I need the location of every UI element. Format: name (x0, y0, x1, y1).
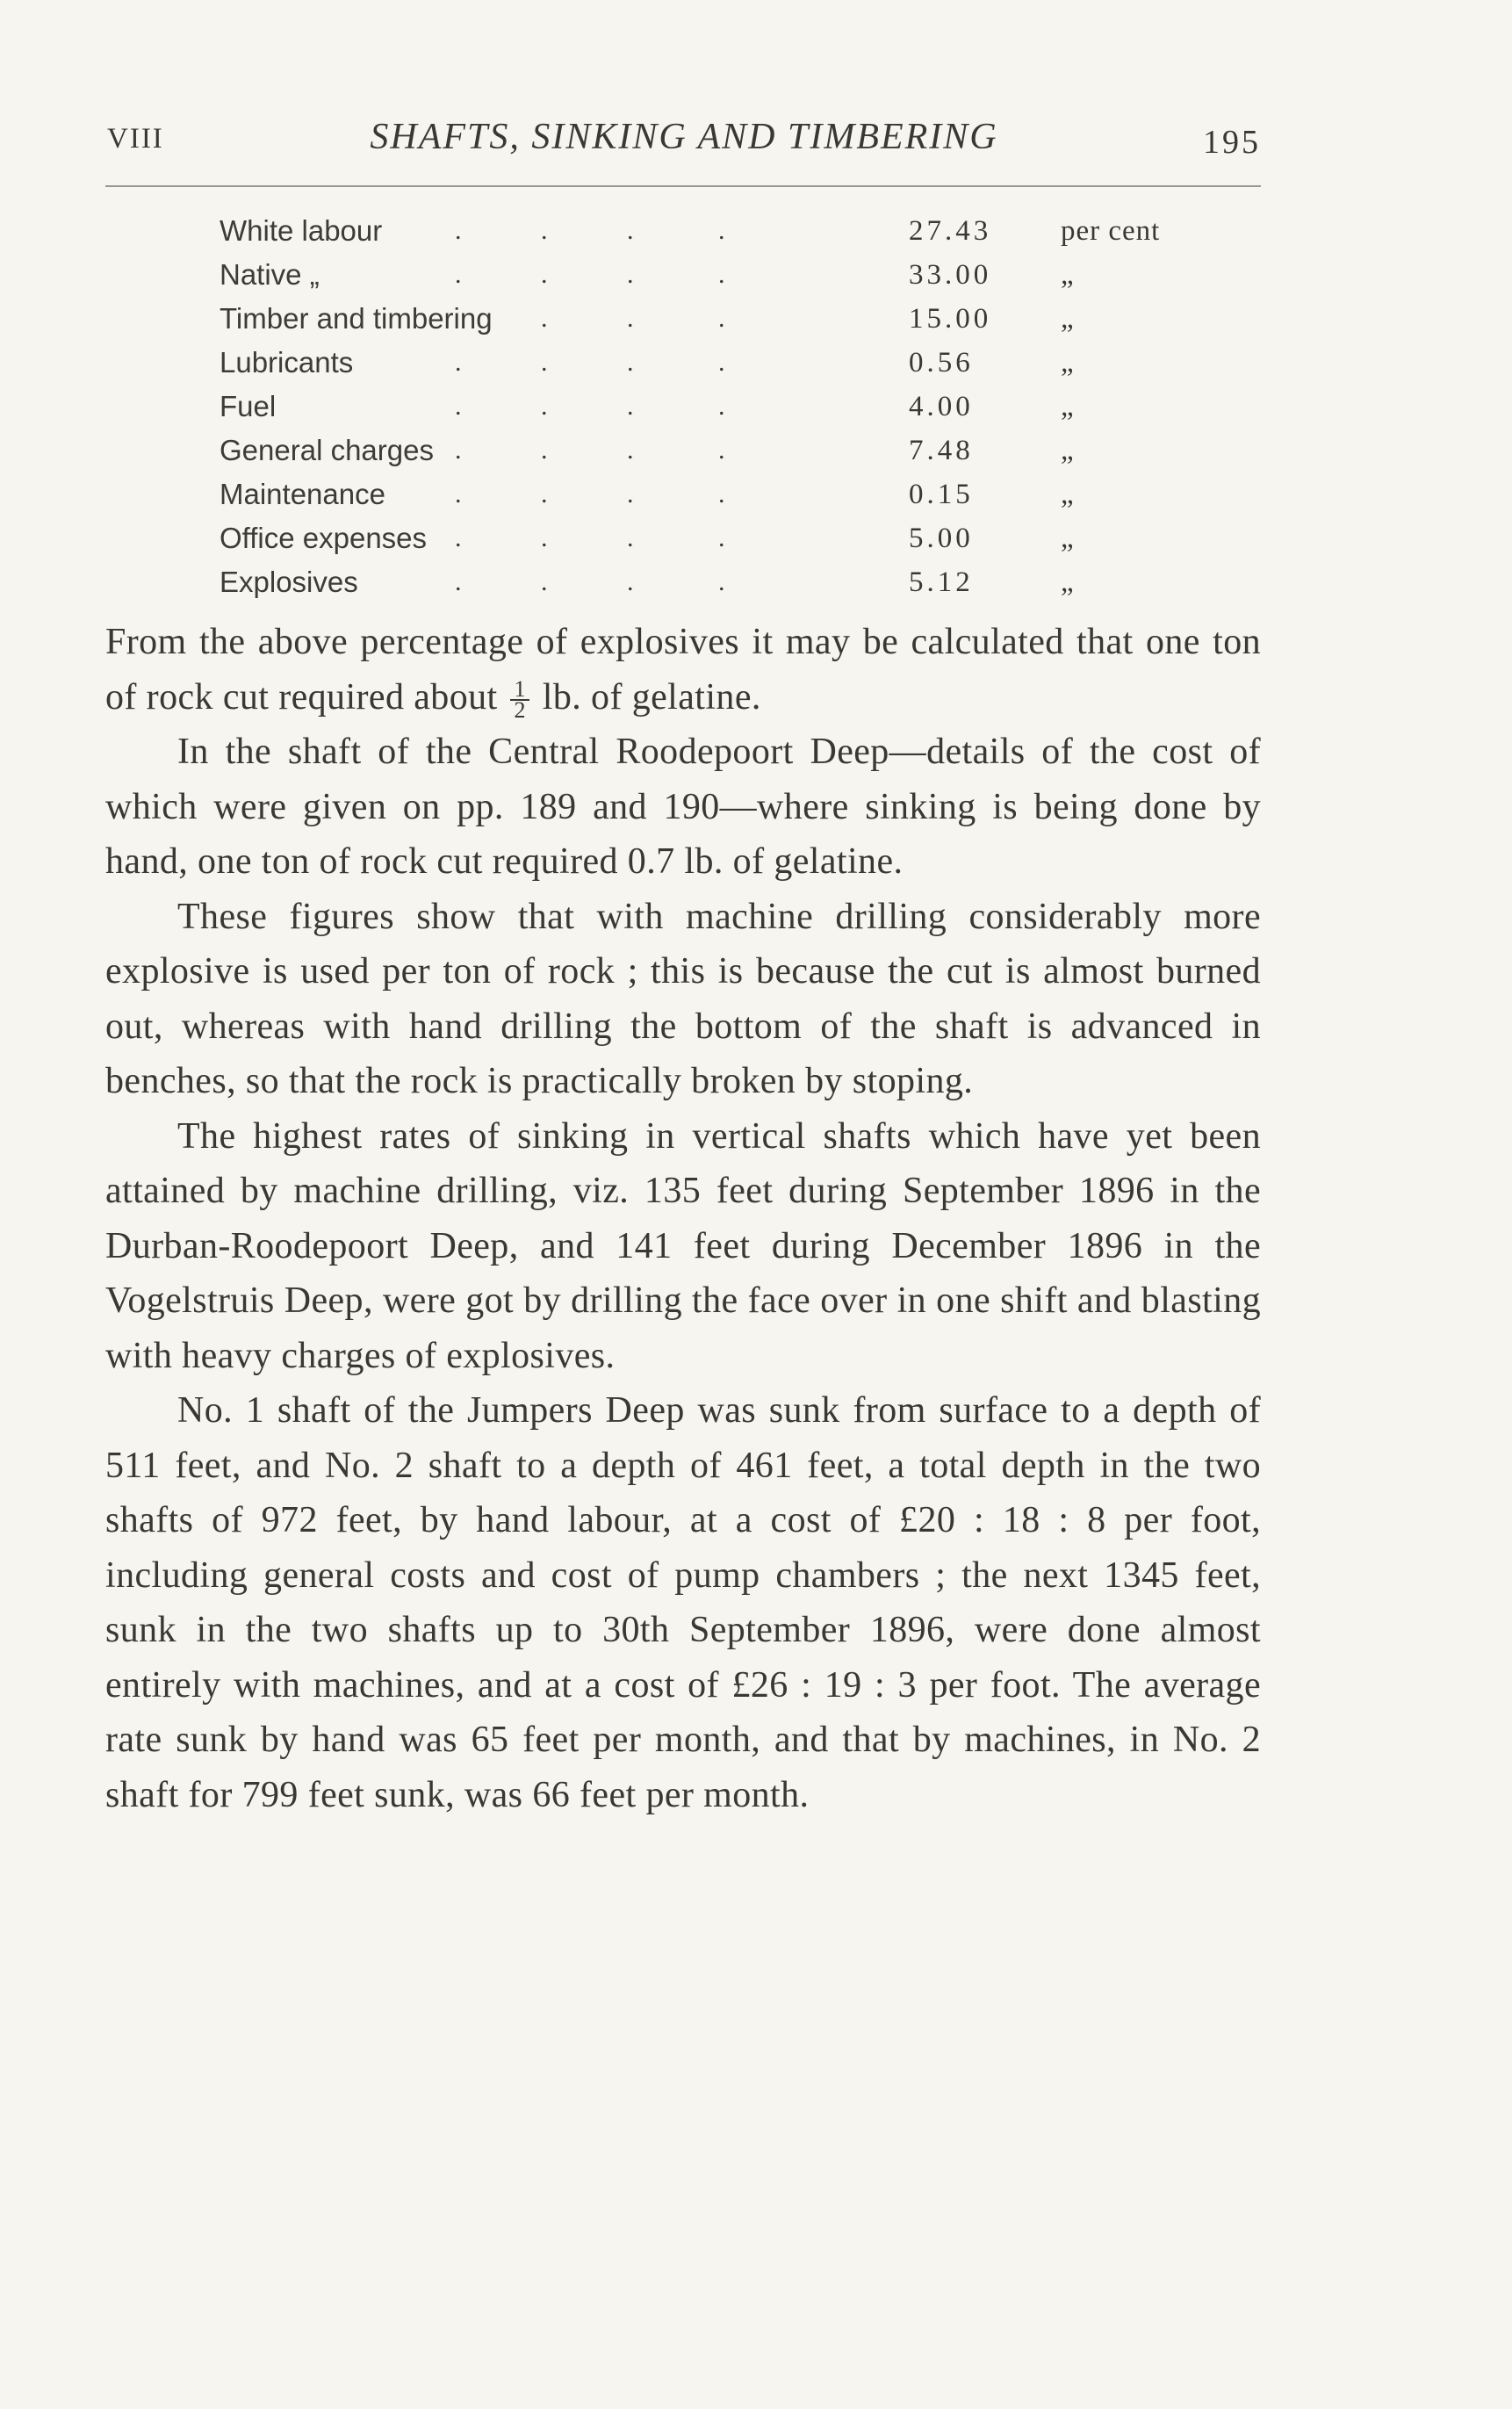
cost-item-label: Fuel (220, 390, 277, 422)
cost-item-label: Explosives (220, 566, 358, 598)
paragraph-text: lb. of gelatine. (542, 676, 761, 718)
cost-item-label: Maintenance (220, 478, 385, 510)
cost-unit: „ (1061, 566, 1075, 598)
cost-item-label: Timber and timbering (220, 302, 493, 335)
fraction-numerator: 1 (510, 680, 529, 701)
running-title: SHAFTS, SINKING AND TIMBERING (370, 117, 998, 157)
cost-row (220, 209, 1161, 253)
cost-unit: „ (1061, 347, 1075, 379)
dot-leader: . . . (541, 304, 725, 333)
cost-row (220, 560, 1141, 604)
cost-unit: „ (1061, 391, 1075, 422)
cost-percentage: 4.00 (909, 391, 974, 422)
body-text (105, 615, 1261, 1822)
paragraph-central-roodepoort: In the shaft of the Central Roodepoort Deep—details of the cost of which were given on pp. 189 and 190—where sinking is being done by hand, one ton of rock cut required 0.7 lb. of gelatine. (105, 732, 1261, 882)
dot-leader: . . . . (455, 392, 725, 421)
cost-item-label: Native „ (220, 258, 320, 291)
dot-leader: . . . . (455, 348, 725, 377)
cost-percentage: 5.12 (909, 566, 974, 598)
paragraph-machine-drilling: These figures show that with machine drilling considerably more explosive is used per ton of rock ; this is because the cut is almost burned out, whereas with hand drilling the bottom of the shaft is advanced in benches, so that the rock is practically broken by stoping. (105, 896, 1261, 1101)
paragraph-sinking-rates: The highest rates of sinking in vertical shafts which have yet been attained by machine drilling, viz. 135 feet during September 1896 in the Durban-Roodepoort Deep, and 141 feet during December 1896 in the Vogelstruis Deep, were got by drilling the face over in one shift and blasting with heavy charges of explosives. (105, 1115, 1261, 1376)
cost-row (220, 297, 1141, 341)
cost-item-label: White labour (220, 214, 383, 247)
cost-row (220, 472, 1141, 516)
cost-item-label: Lubricants (220, 346, 354, 379)
cost-percentage: 7.48 (909, 435, 974, 466)
cost-row (220, 429, 1141, 472)
cost-item-label: Office expenses (220, 522, 428, 554)
dot-leader: . . . . (455, 567, 725, 596)
dot-leader: . . . . (455, 480, 725, 508)
cost-unit: „ (1061, 479, 1075, 510)
cost-row (220, 516, 1141, 560)
cost-table (220, 209, 1161, 604)
cost-unit: „ (1061, 303, 1075, 335)
cost-percentage: 0.56 (909, 347, 974, 379)
cost-percentage: 15.00 (909, 303, 992, 335)
cost-unit: „ (1061, 259, 1075, 291)
cost-unit: per cent (1061, 215, 1161, 247)
dot-leader: . . . . (455, 216, 725, 245)
header-rule (105, 185, 1261, 187)
cost-item-label: General charges (220, 434, 434, 466)
cost-percentage: 33.00 (909, 259, 992, 291)
dot-leader: . . . . (455, 436, 725, 465)
paragraph-jumpers-deep: No. 1 shaft of the Jumpers Deep was sunk from surface to a depth of 511 feet, and No. 2 shaft to a depth of 461 feet, a total depth in the two shafts of 972 feet, by hand labour, at a cost of £20 : 18 : 8 per foot, including general costs and cost of pump chambers ; the next 1345 feet, sunk in the two shafts up to 30th September 1896, were done almost entirely with machines, and at a cost of £26 : 19 : 3 per foot. The average rate sunk by hand was 65 feet per month, and that by machines, in No. 2 shaft for 799 feet sunk, was 66 feet per month. (105, 1390, 1261, 1815)
cost-percentage: 5.00 (909, 523, 974, 554)
cost-unit: „ (1061, 523, 1075, 554)
cost-percentage: 0.15 (909, 479, 974, 510)
page-number: 195 (1203, 124, 1261, 161)
cost-unit: „ (1061, 435, 1075, 466)
paragraph-explosives-calculation (105, 615, 1261, 725)
dot-leader: . . . . (455, 260, 725, 289)
cost-row (220, 385, 1141, 429)
cost-percentage: 27.43 (909, 215, 992, 247)
fraction-denominator: 2 (514, 696, 526, 723)
fraction-half (510, 675, 529, 723)
cost-row (220, 341, 1141, 385)
running-head (107, 116, 1261, 165)
dot-leader: . . . . (455, 523, 725, 552)
cost-row (220, 253, 1141, 297)
chapter-number: VIII (107, 123, 164, 155)
paragraph-text: From the above percentage of explosives it may be calculated that one ton of rock cut required about (105, 622, 1261, 718)
